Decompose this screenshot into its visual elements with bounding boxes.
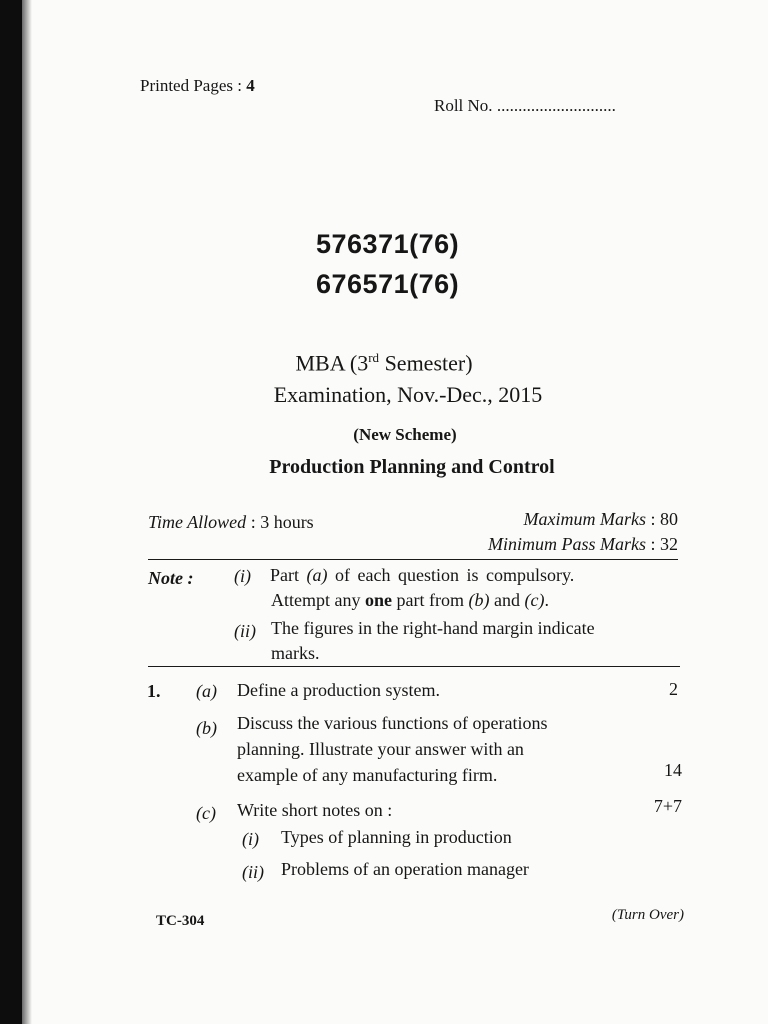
roll-no-label: Roll No.: [434, 96, 493, 115]
maximum-marks: [524, 509, 679, 530]
minimum-pass-marks: [488, 534, 678, 555]
exam-scheme: (New Scheme): [353, 425, 457, 444]
note-item-1-num: (i): [234, 566, 251, 586]
maximum-marks-value: : 80: [650, 509, 678, 529]
paper-code-1: 576371(76): [316, 229, 460, 259]
exam-session: Examination, Nov.-Dec., 2015: [273, 382, 543, 407]
note-item-1-line-2: Attempt any one part from (b) and (c).: [271, 590, 549, 610]
note-item-1-line-1: Part (a) of each question is compulsory.: [270, 565, 575, 585]
minimum-pass-marks-label: Minimum Pass Marks: [487, 534, 646, 554]
printed-pages-label: Printed Pages :: [140, 76, 242, 95]
scan-edge-shadow: [0, 0, 22, 1024]
question-1a-text: Define a production system.: [237, 680, 440, 700]
question-1a-marks: 2: [669, 679, 678, 699]
question-1b-line-1: Discuss the various functions of operations: [237, 713, 548, 733]
question-1a-label: (a): [196, 681, 217, 701]
scan-edge-fade: [22, 0, 32, 1024]
question-1c-marks: 7+7: [653, 796, 682, 816]
note-item-2-line-1: The figures in the right-hand margin indicate: [271, 618, 595, 638]
course-superscript: rd: [368, 350, 380, 365]
printed-pages: [140, 76, 255, 96]
question-1c-sub-2-text: Problems of an operation manager: [281, 859, 529, 879]
paper-code-2: 676571(76): [316, 269, 460, 299]
time-allowed-label: Time Allowed: [148, 512, 247, 532]
question-1b-line-2: planning. Illustrate your answer with an: [237, 739, 524, 759]
question-1c-text: Write short notes on :: [237, 800, 393, 820]
question-1b-text: [237, 710, 547, 788]
divider-bottom: [148, 666, 680, 667]
divider-top: [148, 559, 678, 560]
roll-no: [434, 96, 616, 116]
course-title: MBA (3rd Semester): [295, 350, 473, 376]
time-allowed-value: : 3 hours: [250, 512, 314, 532]
turn-over: (Turn Over): [611, 907, 684, 923]
time-allowed: [148, 512, 314, 533]
note-item-2-num: (ii): [234, 621, 256, 641]
subject-title: Production Planning and Control: [269, 456, 555, 478]
footer-code: TC-304: [156, 913, 205, 929]
question-1b-line-3: example of any manufacturing firm.: [237, 765, 498, 785]
question-1c-sub-1-text: Types of planning in production: [281, 827, 512, 847]
note-item-2-line-2: marks.: [271, 643, 320, 663]
question-1-number: 1.: [147, 681, 161, 701]
question-1c-sub-1-num: (i): [242, 829, 259, 849]
minimum-pass-marks-value: : 32: [650, 534, 678, 554]
printed-pages-value: 4: [246, 76, 255, 95]
question-1c-label: (c): [196, 803, 216, 823]
maximum-marks-label: Maximum Marks: [523, 509, 646, 529]
question-1b-label: (b): [196, 718, 217, 738]
roll-no-blank: ............................: [496, 96, 616, 115]
note-label: Note :: [148, 568, 194, 588]
question-1c-sub-2-num: (ii): [242, 862, 264, 882]
question-1b-marks: 14: [664, 760, 682, 780]
